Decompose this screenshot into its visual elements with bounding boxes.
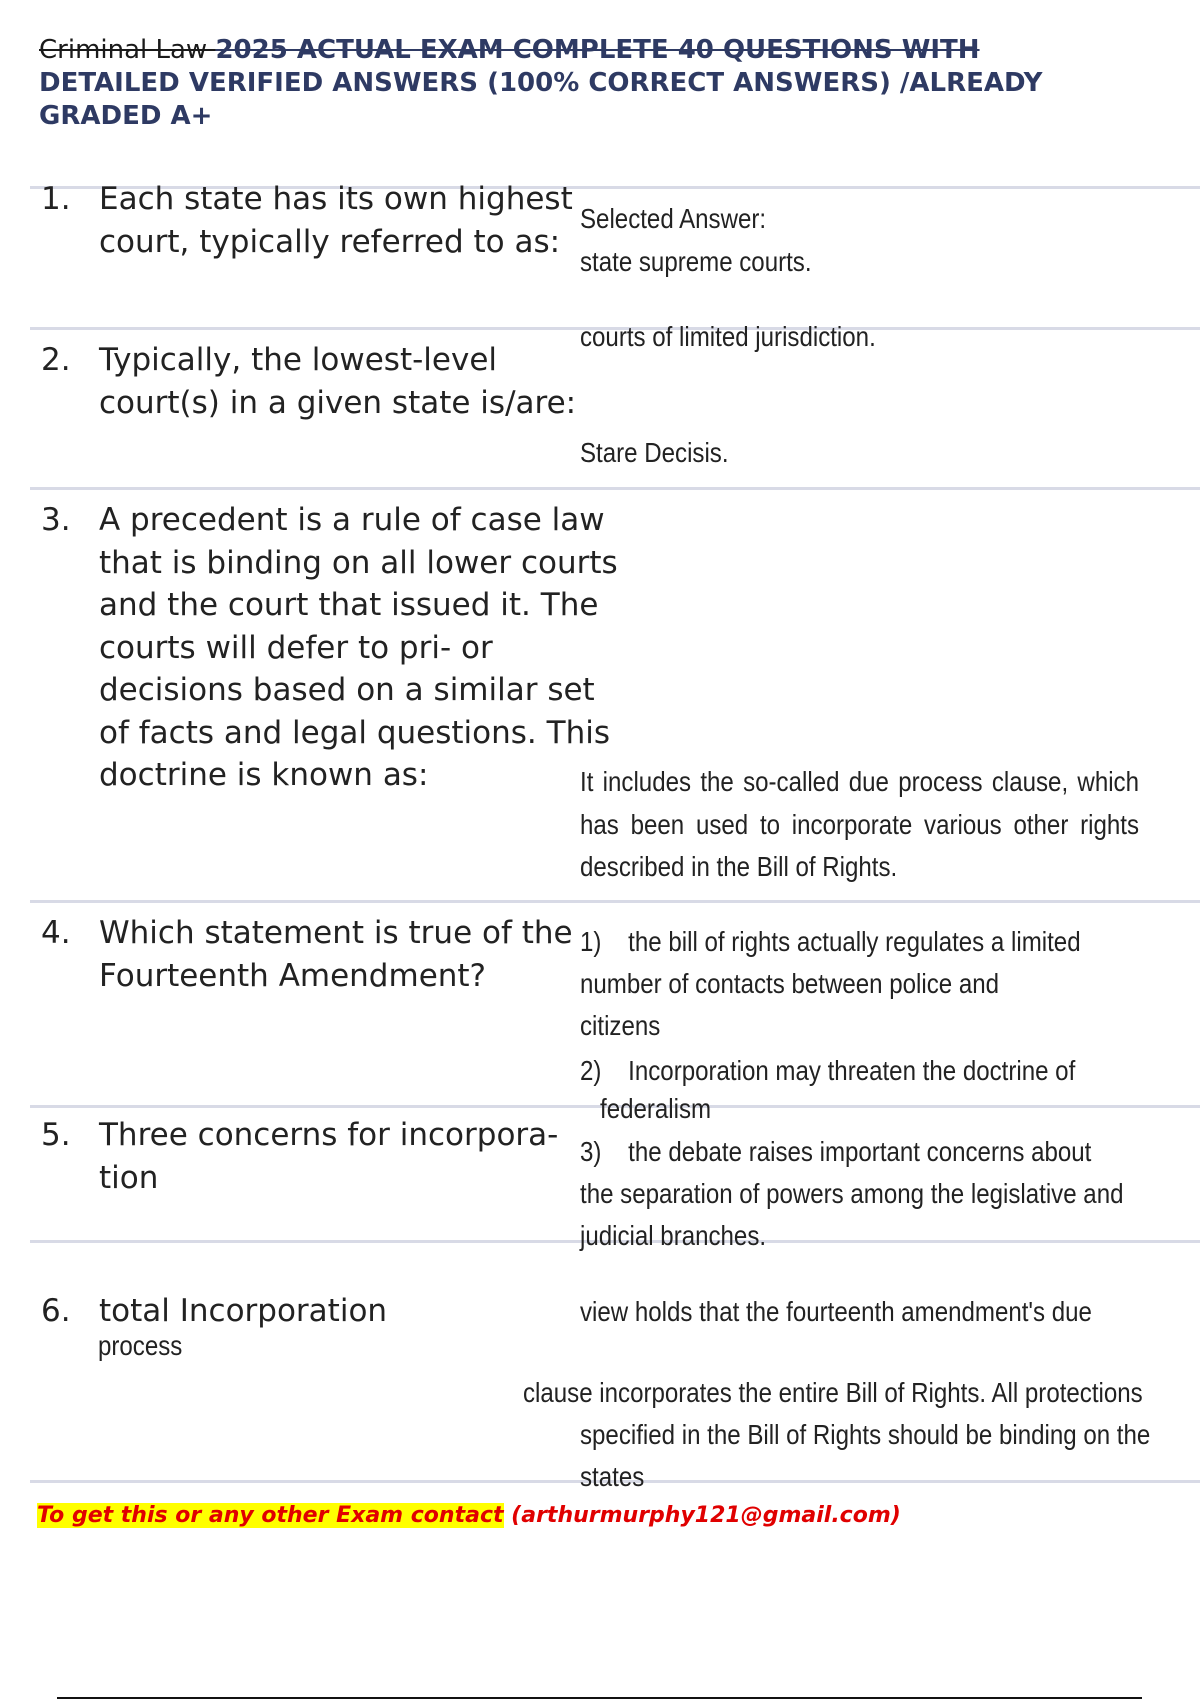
answer-6-line-2: clause incorporates the entire Bill of Rights. All protections xyxy=(523,1377,1143,1408)
question-text: Which statement is true of the Fourteenth Amendment? xyxy=(99,915,573,994)
question-number: 2. xyxy=(41,342,71,378)
question-text: Typically, the lowest-level court(s) in a given state is/are: xyxy=(99,342,577,421)
title-line-3: GRADED A+ xyxy=(39,101,213,131)
question-text: Three concerns for incorpora- tion xyxy=(99,1117,559,1196)
answer-4: It includes the so-called due process clause, which has been used to incorporate various other rights described in the Bill of Rights. xyxy=(580,766,1139,882)
row-divider xyxy=(30,900,1200,903)
question-text: total Incorporation xyxy=(99,1293,388,1329)
answer-1-label: Selected Answer: xyxy=(580,203,767,234)
answer-6-line-1: view holds that the fourteenth amendment's due xyxy=(580,1296,1092,1327)
question-number: 6. xyxy=(41,1293,71,1329)
document-title xyxy=(39,34,1139,133)
question-6-continuation: process xyxy=(98,1330,183,1361)
answer-item-number: 2) xyxy=(580,1055,602,1086)
answer-5-item-3-cont-2: judicial branches. xyxy=(580,1220,767,1251)
title-line-1 xyxy=(39,34,1139,67)
title-bold-1: 2025 ACTUAL EXAM COMPLETE 40 QUESTIONS WITH xyxy=(215,35,980,65)
answer-item-text: Incorporation may threaten the doctrine of xyxy=(628,1055,1076,1086)
answer-6-line-4: states xyxy=(580,1461,645,1492)
contact-email[interactable]: (arthurmurphy121@gmail.com) xyxy=(503,1503,901,1528)
answer-item-text: the bill of rights actually regulates a limited xyxy=(628,926,1081,957)
answer-5-item-1 xyxy=(580,921,1081,964)
contact-highlight: To get this or any other Exam contact xyxy=(37,1503,504,1528)
answer-2: courts of limited jurisdiction. xyxy=(580,321,876,352)
contact-footer xyxy=(37,1503,901,1528)
answer-5-item-2-cont: federalism xyxy=(600,1093,712,1124)
row-divider xyxy=(30,487,1200,490)
answer-item-number: 1) xyxy=(580,926,602,957)
question-number: 3. xyxy=(41,502,71,538)
question-number: 1. xyxy=(41,181,71,217)
question-text: A precedent is a rule of case law that is binding on all lower courts and the court that issued it. The courts will defer to pri- or decisions based on a similar set of facts and legal questions. This doctrine is known as: xyxy=(99,502,618,793)
answer-item-text: the debate raises important concerns about xyxy=(628,1136,1092,1167)
answer-3: Stare Decisis. xyxy=(580,437,729,468)
answer-5-item-2 xyxy=(580,1050,1075,1093)
question-number: 4. xyxy=(41,915,71,951)
answer-5-item-3-cont-1: the separation of powers among the legislative and xyxy=(580,1178,1124,1209)
answer-5-item-1-cont-1: number of contacts between police and xyxy=(580,968,999,999)
answer-6-line-3: specified in the Bill of Rights should be binding on the xyxy=(580,1419,1151,1450)
page-bottom-rule xyxy=(57,1697,1142,1699)
answer-1-value: state supreme courts. xyxy=(580,246,812,277)
title-subject: Criminal Law xyxy=(39,35,216,65)
question-number: 5. xyxy=(41,1117,71,1153)
answer-5-item-3 xyxy=(580,1131,1091,1174)
answer-5-item-1-cont-2: citizens xyxy=(580,1010,661,1041)
question-text: Each state has its own highest court, typically referred to as: xyxy=(99,181,573,260)
title-line-2: DETAILED VERIFIED ANSWERS (100% CORRECT ANSWERS) /ALREADY xyxy=(39,68,1043,98)
answer-item-number: 3) xyxy=(580,1136,602,1167)
